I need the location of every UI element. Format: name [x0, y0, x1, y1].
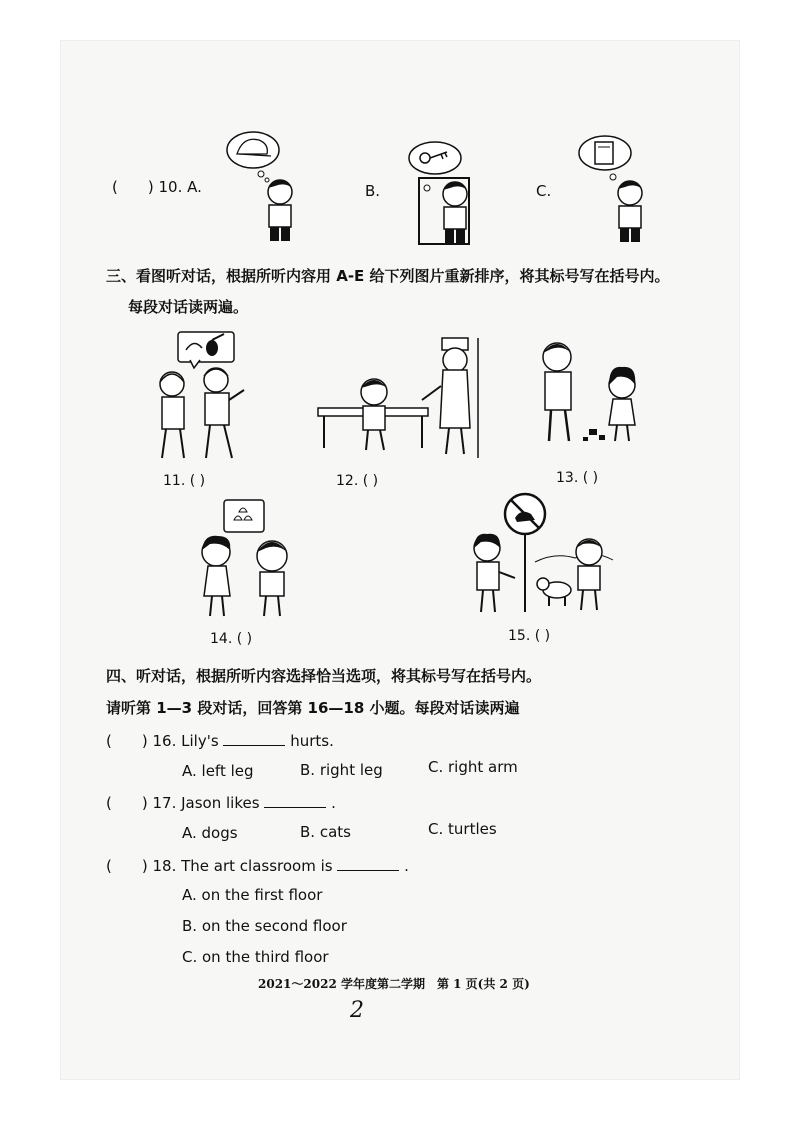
boy-thinking-book-picture	[575, 133, 655, 248]
q16-option-c[interactable]: C. right arm	[428, 758, 518, 776]
q16-option-a[interactable]: A. left leg	[182, 762, 254, 780]
pic15-label[interactable]: 15. ( )	[508, 628, 551, 644]
q17-option-b[interactable]: B. cats	[300, 823, 351, 841]
section3-heading: 三、看图听对话，根据所听内容用 A-E 给下列图片重新排序，将其标号写在括号内。	[106, 267, 670, 285]
q18-stem: ( ) 18. The art classroom is .	[106, 857, 409, 875]
q18-option-b[interactable]: B. on the second floor	[182, 917, 347, 935]
instruments-thought-icon	[178, 332, 234, 368]
dumplings-thought-icon	[224, 500, 264, 532]
scattered-items	[583, 429, 605, 441]
q10-option-b: B.	[365, 182, 381, 200]
boy-figure	[361, 379, 387, 450]
pic13-label[interactable]: 13. ( )	[556, 470, 599, 486]
q18-answer-bracket[interactable]: ( )	[106, 857, 148, 875]
boy-figure	[443, 182, 467, 243]
pic11-label[interactable]: 11. ( )	[163, 473, 206, 489]
handwritten-page-number: 2	[350, 998, 364, 1023]
cap-thought-icon	[227, 132, 279, 182]
q17-option-a[interactable]: A. dogs	[182, 824, 238, 842]
section4-instruction: 请听第 1—3 段对话，回答第 16—18 小题。每段对话读两遍	[106, 699, 520, 717]
q17-option-c[interactable]: C. turtles	[428, 820, 497, 838]
boy-and-girl-dropped-items-picture	[525, 335, 660, 450]
dog-figure	[537, 578, 571, 606]
no-dogs-sign-icon	[505, 494, 545, 612]
boy-and-doctor-picture	[318, 338, 488, 463]
q10-option-a: A.	[187, 178, 202, 196]
doctor-figure	[422, 338, 470, 454]
girl-figure	[474, 534, 515, 612]
q18-blank	[337, 856, 399, 871]
section3-subheading: 每段对话读两遍。	[128, 298, 249, 316]
pic14-label[interactable]: 14. ( )	[210, 631, 253, 647]
book-thought-icon	[579, 136, 631, 180]
boy-thinking-cap-picture	[225, 128, 305, 248]
q10-number: 10.	[158, 178, 183, 196]
girl-figure	[160, 372, 184, 458]
q10-answer-bracket[interactable]: ( ) 10. A.	[112, 178, 202, 196]
q16-answer-bracket[interactable]: ( )	[106, 732, 148, 750]
section4-heading: 四、听对话，根据所听内容选择恰当选项，将其标号写在括号内。	[106, 667, 542, 685]
q16-stem: ( ) 16. Lily's hurts.	[106, 732, 334, 750]
q17-stem: ( ) 17. Jason likes .	[106, 794, 336, 812]
girl-figure	[609, 367, 635, 441]
boy-figure	[618, 181, 642, 242]
q18-option-a[interactable]: A. on the first floor	[182, 886, 323, 904]
page-footer: 2021～2022 学年度第二学期 第 1 页(共 2 页)	[258, 977, 530, 991]
q18-option-c[interactable]: C. on the third floor	[182, 948, 329, 966]
key-thought-icon	[409, 142, 461, 174]
boy-figure	[204, 368, 244, 458]
boy-at-door-key-picture	[405, 138, 495, 248]
girl-boy-dumplings-picture	[190, 498, 305, 623]
boy-figure	[257, 541, 287, 616]
two-kids-instruments-picture	[150, 330, 260, 470]
q17-answer-bracket[interactable]: ( )	[106, 794, 148, 812]
q16-option-b[interactable]: B. right leg	[300, 761, 383, 779]
q16-blank	[223, 731, 285, 746]
boy-figure	[576, 539, 602, 610]
q10-option-c: C.	[536, 182, 552, 200]
no-dogs-sign-picture	[465, 492, 615, 620]
boy-figure	[543, 343, 571, 441]
girl-figure	[202, 536, 230, 616]
pic12-label[interactable]: 12. ( )	[336, 473, 379, 489]
boy-figure	[268, 180, 292, 241]
q17-blank	[264, 793, 326, 808]
